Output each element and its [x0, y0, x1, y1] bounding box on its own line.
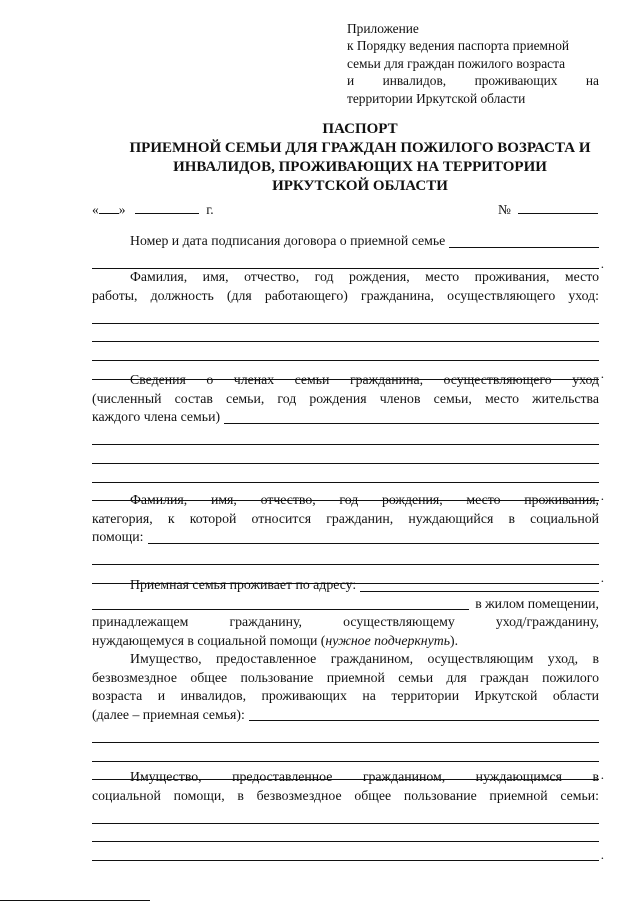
title-line-2: ПРИЕМНОЙ СЕМЬИ ДЛЯ ГРАЖДАН ПОЖИЛОГО ВОЗРАСТА И — [129, 140, 591, 156]
number-blank[interactable] — [518, 213, 598, 214]
family-line-2: (численный состав семьи, год рождения членов семьи, место жительства — [92, 390, 599, 406]
address-line-4-text: нуждающемуся в социальной помощи ( — [92, 632, 326, 648]
address-section — [92, 576, 599, 650]
title-line-3: ИНВАЛИДОВ, ПРОЖИВАЮЩИХ НА ТЕРРИТОРИИ — [173, 159, 547, 175]
appendix-line-1: Приложение — [347, 21, 419, 36]
property-caregiver-section — [92, 650, 599, 780]
property2-line-1: Имущество, предоставленное гражданином, нуждающимся в — [130, 769, 599, 784]
month-blank[interactable] — [135, 213, 199, 214]
contract-blank[interactable] — [449, 246, 599, 248]
date-close-quote: » — [118, 202, 126, 217]
address-line-3: принадлежащем гражданину, осуществляющему уход/гражданину, — [92, 614, 599, 630]
caregiver-blank-1[interactable] — [92, 305, 599, 324]
property2-blank-1[interactable] — [92, 805, 599, 824]
caregiver-line-2: работы, должность (для работающего) гражданина, осуществляющего уход: — [92, 287, 599, 303]
caregiver-section — [92, 268, 599, 380]
property1-line-1: Имущество, предоставленное гражданином, осуществляющим уход, в — [130, 651, 599, 666]
property-recipient-section — [92, 768, 599, 861]
caregiver-line-1: Фамилия, имя, отчество, год рождения, место проживания, место — [130, 269, 599, 284]
address-blank-2[interactable] — [92, 608, 469, 610]
address-line-2: в жилом помещении, — [475, 595, 599, 611]
appendix-line-5: территории Иркутской области — [347, 90, 526, 106]
document-title — [90, 120, 630, 196]
property2-blank-2[interactable] — [92, 824, 599, 843]
property1-line-4: (далее – приемная семья): — [92, 706, 245, 722]
appendix-line-4: и инвалидов, проживающих на — [347, 73, 599, 89]
recipient-section — [92, 491, 599, 584]
appendix-note — [347, 20, 599, 107]
title-line-1: ПАСПОРТ — [322, 121, 398, 137]
family-blank-3[interactable] — [92, 464, 599, 483]
recipient-line-2: категория, к которой относится гражданин, нуждающийся в социальной — [92, 510, 599, 526]
recipient-inline-blank[interactable] — [148, 542, 600, 544]
property2-line-2: социальной помощи, в безвозмездное общее пользование приемной семьи: — [92, 787, 599, 803]
property2-blank-3[interactable] — [92, 842, 599, 861]
footnote-separator — [0, 900, 150, 901]
appendix-line-3: семьи для граждан пожилого возраста — [347, 55, 566, 71]
number-field — [498, 202, 598, 218]
caregiver-blank-3[interactable] — [92, 342, 599, 361]
date-field — [92, 202, 214, 218]
family-section — [92, 371, 599, 501]
family-line-3: каждого члена семьи) — [92, 409, 221, 425]
address-line-1: Приемная семья проживает по адресу: — [130, 577, 357, 592]
contract-label: Номер и дата подписания договора о приемной семье — [130, 233, 446, 248]
property1-line-3: возраста и инвалидов, проживающих на территории Иркутской области — [92, 688, 599, 704]
number-sign: № — [498, 202, 511, 217]
caregiver-blank-2[interactable] — [92, 324, 599, 343]
family-blank-1[interactable] — [92, 427, 599, 446]
recipient-line-3: помощи: — [92, 529, 144, 545]
underline-hint: нужное подчеркнуть — [325, 632, 451, 648]
property1-inline-blank[interactable] — [249, 719, 599, 721]
title-line-4: ИРКУТСКОЙ ОБЛАСТИ — [272, 178, 448, 194]
family-line-1: Сведения о членах семьи гражданина, осуществляющего уход — [130, 372, 599, 387]
address-inline-blank[interactable] — [360, 590, 599, 592]
address-line-4 — [92, 632, 599, 651]
recipient-line-1: Фамилия, имя, отчество, год рождения, место проживания, — [130, 492, 599, 507]
year-suffix: г. — [206, 202, 214, 217]
recipient-blank-1[interactable] — [92, 547, 599, 566]
property1-blank-2[interactable] — [92, 743, 599, 762]
family-blank-2[interactable] — [92, 445, 599, 464]
address-line-4-end: ). — [450, 632, 459, 648]
appendix-line-2: к Порядку ведения паспорта приемной — [347, 38, 570, 54]
date-open-quote: « — [92, 202, 99, 217]
contract-section — [92, 232, 599, 269]
contract-blank-line[interactable] — [92, 251, 599, 270]
day-blank[interactable] — [99, 213, 119, 214]
property1-line-2: безвозмездное общее пользование приемной семьи для граждан пожилого — [92, 669, 599, 685]
family-inline-blank[interactable] — [224, 422, 599, 424]
property1-blank-1[interactable] — [92, 724, 599, 743]
